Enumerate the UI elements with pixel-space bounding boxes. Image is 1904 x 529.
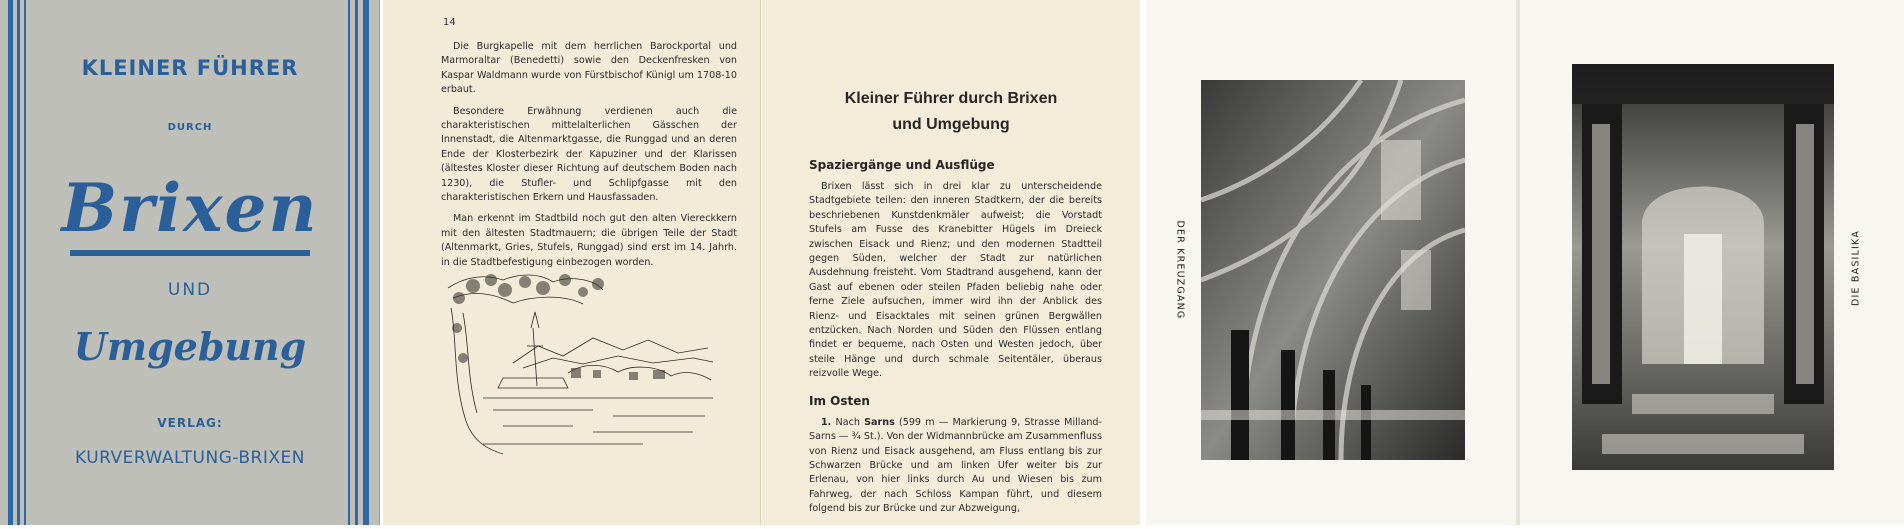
cover-title-umgebung: Umgebung [73, 324, 307, 369]
page14-paragraph: Man erkennt im Stadtbild noch gut den alten Viereckkern mit den ältesten Stadtmauern; die übrigen Teile der Stadt (Altenmarkt, Gries, Stufels, Runggad) sind erst im 14. Jahrh. in die Stadtbefestigung einbezogen worden. [441, 213, 737, 268]
page-15 [762, 0, 1140, 525]
cover-publisher: KURVERWALTUNG-BRIXEN [75, 448, 305, 468]
cover-title-und: UND [167, 280, 213, 300]
cover-publisher-label: VERLAG: [157, 416, 223, 430]
item-number: 1. [821, 416, 832, 428]
page14-paragraph: Die Burgkapelle mit dem herrlichen Barockportal und Marmoraltar (Benedetti) sowie den Deckenfresken von Kaspar Waldmann wurde von Fürstbischof Künigl um 1708-10 erbaut. [441, 41, 737, 96]
landscape-sketch-illustration [443, 268, 715, 458]
page-14 [383, 0, 761, 525]
item-prefix: Nach [835, 416, 860, 428]
page14-paragraph: Besondere Erwähnung verdienen auch die charakteristischen mittelalterlichen Gässchen der Innenstadt, die Altenmarktgasse, die Runggad und an deren Ende der Klosterbezirk der Kapuziner und der Klarissen (ältestes Kloster dieser Richtung auf deutschem Boden nach 1230), die Stufler- und Schlipfgasse mit den charakteristischen Erkern und Hausfassaden. [441, 105, 737, 204]
page14-text-block [441, 40, 737, 270]
page-heading [762, 86, 1140, 138]
item-place: Sarns [864, 416, 895, 428]
photo-caption-right: DIE BASILIKA [1850, 229, 1862, 307]
photo-spread [1146, 0, 1904, 525]
page-number: 14 [443, 17, 456, 28]
section-heading-im-osten: Im Osten [809, 393, 870, 408]
cover-title-durch: DURCH [167, 122, 213, 133]
basilica-photo [1572, 64, 1834, 470]
numbered-item [809, 416, 1102, 517]
cover-title-line1: KLEINER FÜHRER [81, 56, 299, 80]
cover-title-brixen: Brixen [61, 169, 319, 247]
cover-title-underline [70, 250, 310, 256]
cloister-photo [1201, 80, 1465, 460]
cover-page [0, 0, 380, 525]
section-paragraph: Brixen lässt sich in drei klar zu unterscheidende Stadtgebiete teilen: den inneren Stadtkern, der die bereits beschriebenen Kunstdenkmäler aufweist; die Vorstadt Stufels am Fusse des Kranebitter Hügels im Dreieck zwischen Eisack und Rienz; und den modernen Stadtteil gegen Süden, welcher der Stadt zur natürlichen Ausdehnung freisteht. Vom Stadtrand ausgehend, kann der Gast auf ebenen oder steilen Pfaden beliebig nahe oder ferne Ziele aufsuchen, immer wird ihn der Anblick des Rienz- und Eisacktales mit seinen grünen Bergwällen entzücken. Nach Norden und Süden den Flüssen entlang findet er bequeme, nach Osten und Westen jedoch, über steile Hänge und durch schmale Seitentäler, überaus reizvolle Wege. [809, 181, 1102, 380]
photo-caption-left: DER KREUZGANG [1174, 220, 1186, 320]
page-heading-line2: und Umgebung [892, 116, 1010, 133]
item-text: (599 m — Markierung 9, Strasse Milland-Sarns — ¾ St.). Von der Widmannbrücke am Zusammenfluss von Rienz und Eisack ausgehend, am Fluss entlang bis zur Schwarzen Brücke und am linken Ufer weiter bis zur Erlenau, von hier links durch Au und Wiesen bis zum Fahrweg, der nach Schloss Kampan führt, und diesem folgend bis zur Brücke und zur Abzweigung, [809, 416, 1102, 515]
center-gutter [1516, 0, 1520, 525]
page-heading-line1: Kleiner Führer durch Brixen [844, 90, 1058, 107]
section-heading-spaziergaenge: Spaziergänge und Ausflüge [809, 158, 995, 172]
